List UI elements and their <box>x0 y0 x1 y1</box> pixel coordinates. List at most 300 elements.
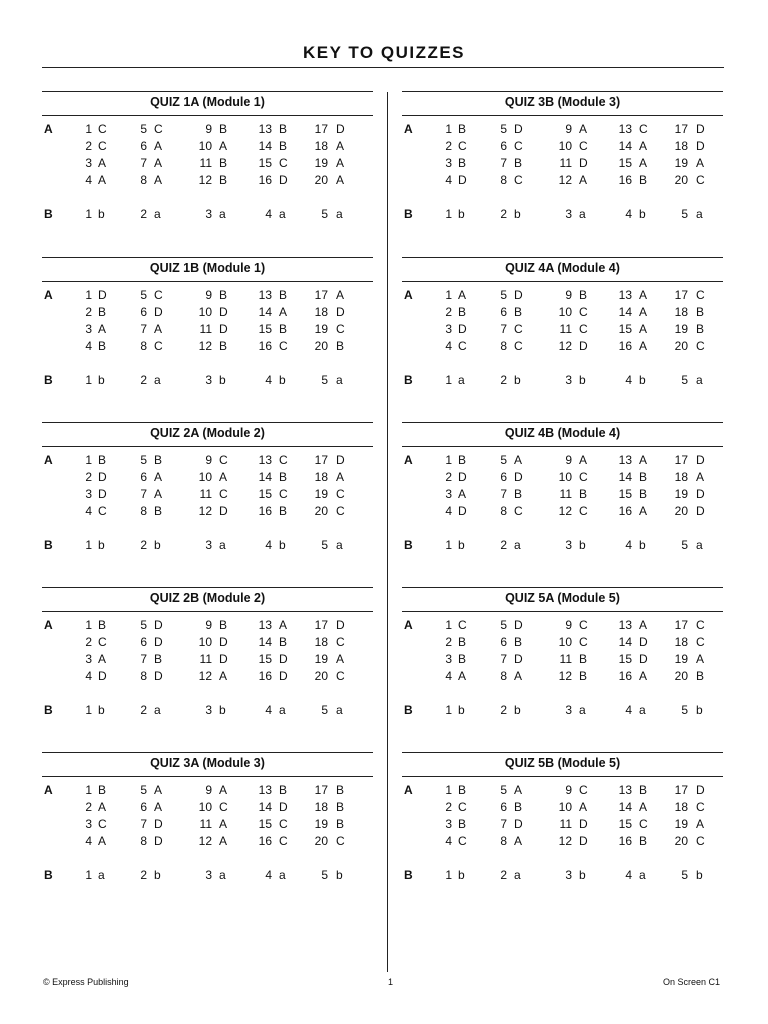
question-number: 5 <box>321 703 328 717</box>
question-number: 18 <box>674 470 688 484</box>
answer-letter: D <box>154 669 163 683</box>
question-number: 2 <box>140 538 147 552</box>
question-number: 3 <box>85 487 92 501</box>
answer-letter: D <box>696 504 705 518</box>
question-number: 4 <box>85 504 92 518</box>
question-number: 9 <box>205 122 212 136</box>
question-number: 9 <box>205 288 212 302</box>
title-rule <box>42 67 724 68</box>
question-number: 14 <box>258 635 272 649</box>
answer-letter: A <box>458 487 467 501</box>
answer-letter: B <box>279 470 288 484</box>
question-number: 14 <box>618 800 632 814</box>
answer-letter: A <box>639 305 648 319</box>
question-number: 12 <box>558 834 572 848</box>
answer-letter: A <box>458 288 467 302</box>
answer-letter: b <box>154 538 161 552</box>
answer-letter: B <box>336 783 345 797</box>
answer-letter: D <box>514 618 523 632</box>
question-number: 17 <box>314 783 328 797</box>
quiz-block <box>402 422 723 562</box>
question-number: 17 <box>674 288 688 302</box>
question-number: 19 <box>674 817 688 831</box>
question-number: 14 <box>618 139 632 153</box>
question-number: 4 <box>445 834 452 848</box>
question-number: 15 <box>258 322 272 336</box>
section-a-label: A <box>44 453 53 467</box>
answer-letter: B <box>458 122 467 136</box>
question-number: 1 <box>445 207 452 221</box>
answer-row <box>402 339 732 356</box>
question-number: 6 <box>500 305 507 319</box>
question-number: 20 <box>674 504 688 518</box>
answer-letter: B <box>579 652 588 666</box>
answer-letter: B <box>514 305 523 319</box>
answer-letter: b <box>696 868 703 882</box>
quiz-block <box>402 91 723 231</box>
answer-letter: D <box>219 504 228 518</box>
question-number: 1 <box>85 538 92 552</box>
answer-letter: D <box>98 487 107 501</box>
answer-row <box>42 800 372 817</box>
answer-letter: C <box>579 139 588 153</box>
question-number: 17 <box>314 288 328 302</box>
footer-book-title: On Screen C1 <box>662 977 720 987</box>
quiz-header <box>402 587 723 612</box>
question-number: 18 <box>674 139 688 153</box>
answer-letter: B <box>98 783 107 797</box>
answer-letter: b <box>458 207 465 221</box>
answer-row <box>402 453 732 470</box>
question-number: 19 <box>314 487 328 501</box>
section-b-label: B <box>44 538 53 552</box>
question-number: 4 <box>265 703 272 717</box>
answer-letter: B <box>579 487 588 501</box>
answer-letter: A <box>639 504 648 518</box>
question-number: 2 <box>140 207 147 221</box>
question-number: 12 <box>198 834 212 848</box>
section-a-label: A <box>44 122 53 136</box>
question-number: 19 <box>674 652 688 666</box>
question-number: 11 <box>199 487 212 501</box>
question-number: 19 <box>674 156 688 170</box>
section-b-label: B <box>404 538 413 552</box>
question-number: 2 <box>85 635 92 649</box>
answer-letter: C <box>279 487 288 501</box>
answer-letter: B <box>336 800 345 814</box>
question-number: 12 <box>198 339 212 353</box>
question-number: 11 <box>199 652 212 666</box>
answer-letter: A <box>98 834 107 848</box>
question-number: 1 <box>85 783 92 797</box>
question-number: 1 <box>85 618 92 632</box>
quiz-block <box>42 587 373 727</box>
answer-row <box>42 487 372 504</box>
answer-row <box>402 504 732 521</box>
answer-row-b <box>42 538 372 555</box>
answer-letter: A <box>219 139 228 153</box>
question-number: 1 <box>445 703 452 717</box>
answer-letter: B <box>696 305 705 319</box>
section-b-label: B <box>404 207 413 221</box>
answer-letter: B <box>336 817 345 831</box>
answer-letter: A <box>639 288 648 302</box>
answer-letter: b <box>219 703 226 717</box>
answer-letter: A <box>696 156 705 170</box>
answer-letter: B <box>279 288 288 302</box>
answer-row-b <box>42 703 372 720</box>
quiz-header <box>402 422 723 447</box>
answer-letter: C <box>579 618 588 632</box>
question-number: 7 <box>140 487 147 501</box>
answer-letter: B <box>219 156 228 170</box>
answer-letter: C <box>98 635 107 649</box>
question-number: 16 <box>618 669 632 683</box>
answer-letter: b <box>579 373 586 387</box>
section-b-label: B <box>404 868 413 882</box>
question-number: 9 <box>565 453 572 467</box>
answer-letter: C <box>458 139 467 153</box>
question-number: 12 <box>558 173 572 187</box>
question-number: 16 <box>618 834 632 848</box>
question-number: 10 <box>198 800 212 814</box>
answer-letter: b <box>154 868 161 882</box>
answer-letter: D <box>579 817 588 831</box>
answer-letter: A <box>154 783 163 797</box>
question-number: 8 <box>500 339 507 353</box>
answer-row <box>402 122 732 139</box>
answer-letter: D <box>336 453 345 467</box>
answer-row-b <box>402 703 732 720</box>
answer-letter: D <box>696 783 705 797</box>
answer-letter: B <box>336 339 345 353</box>
answer-letter: A <box>98 156 107 170</box>
answer-letter: A <box>219 783 228 797</box>
answer-row <box>42 817 372 834</box>
answer-letter: A <box>639 339 648 353</box>
answer-row <box>402 635 732 652</box>
answer-letter: b <box>639 538 646 552</box>
answer-letter: A <box>219 817 228 831</box>
quiz-module: (Module 1) <box>202 95 265 109</box>
answer-letter: C <box>336 504 345 518</box>
answer-letter: B <box>514 800 523 814</box>
answer-letter: B <box>579 288 588 302</box>
question-number: 3 <box>85 817 92 831</box>
answer-letter: C <box>514 322 523 336</box>
question-number: 1 <box>85 207 92 221</box>
question-number: 13 <box>258 453 272 467</box>
answer-letter: a <box>639 703 646 717</box>
question-number: 3 <box>205 373 212 387</box>
answer-letter: C <box>579 504 588 518</box>
question-number: 17 <box>314 618 328 632</box>
footer-page-number: 1 <box>388 977 394 987</box>
question-number: 13 <box>258 783 272 797</box>
quiz-title: QUIZ 3B <box>504 95 555 109</box>
answer-row-b <box>402 373 732 390</box>
question-number: 11 <box>559 487 572 501</box>
question-number: 2 <box>500 538 507 552</box>
answer-letter: A <box>98 322 107 336</box>
footer-publisher: © Express Publishing <box>43 977 129 987</box>
answer-letter: B <box>219 288 228 302</box>
question-number: 16 <box>258 669 272 683</box>
question-number: 8 <box>140 504 147 518</box>
question-number: 20 <box>314 834 328 848</box>
answer-letter: B <box>458 652 467 666</box>
question-number: 7 <box>500 322 507 336</box>
answer-letter: B <box>514 635 523 649</box>
question-number: 5 <box>681 703 688 717</box>
answer-letter: C <box>514 173 523 187</box>
answer-letter: A <box>98 800 107 814</box>
question-number: 11 <box>559 817 572 831</box>
answer-row-b <box>402 868 732 885</box>
quiz-block <box>42 91 373 231</box>
answer-letter: D <box>154 834 163 848</box>
answer-letter: D <box>279 800 288 814</box>
section-a-label: A <box>404 122 413 136</box>
answer-row <box>402 288 732 305</box>
answer-letter: B <box>154 652 163 666</box>
section-a-label: A <box>404 618 413 632</box>
question-number: 1 <box>85 453 92 467</box>
answer-letter: A <box>219 470 228 484</box>
answer-letter: A <box>579 453 588 467</box>
answer-letter: C <box>154 122 163 136</box>
question-number: 2 <box>85 470 92 484</box>
answer-letter: C <box>696 618 705 632</box>
section-b-label: B <box>44 207 53 221</box>
answer-row <box>42 635 372 652</box>
section-b-label: B <box>44 703 53 717</box>
answer-letter: C <box>154 339 163 353</box>
question-number: 4 <box>445 173 452 187</box>
quiz-module: (Module 2) <box>202 426 265 440</box>
answer-letter: B <box>514 487 523 501</box>
question-number: 15 <box>618 322 632 336</box>
answer-letter: D <box>639 652 648 666</box>
question-number: 2 <box>140 703 147 717</box>
question-number: 12 <box>198 504 212 518</box>
question-number: 10 <box>558 305 572 319</box>
answer-letter: D <box>154 305 163 319</box>
question-number: 4 <box>445 669 452 683</box>
answer-letter: a <box>219 207 226 221</box>
question-number: 5 <box>321 868 328 882</box>
question-number: 14 <box>618 635 632 649</box>
answer-row <box>402 139 732 156</box>
answer-letter: C <box>279 817 288 831</box>
answer-letter: a <box>279 703 286 717</box>
question-number: 1 <box>445 122 452 136</box>
answer-letter: C <box>219 453 228 467</box>
quiz-module: (Module 4) <box>557 426 621 440</box>
question-number: 3 <box>565 538 572 552</box>
question-number: 20 <box>314 504 328 518</box>
answer-letter: A <box>514 783 523 797</box>
question-number: 11 <box>559 322 572 336</box>
answer-letter: a <box>696 373 703 387</box>
quiz-header <box>42 257 373 282</box>
section-a-label: A <box>404 288 413 302</box>
question-number: 6 <box>500 635 507 649</box>
answer-letter: D <box>279 652 288 666</box>
answer-letter: B <box>279 139 288 153</box>
question-number: 20 <box>674 834 688 848</box>
answer-letter: C <box>98 504 107 518</box>
answer-letter: A <box>579 122 588 136</box>
question-number: 4 <box>445 504 452 518</box>
quiz-header <box>42 752 373 777</box>
question-number: 18 <box>674 305 688 319</box>
question-number: 13 <box>618 618 632 632</box>
question-number: 5 <box>140 618 147 632</box>
section-a-label: A <box>44 288 53 302</box>
question-number: 3 <box>205 538 212 552</box>
question-number: 20 <box>674 339 688 353</box>
answer-row <box>42 288 372 305</box>
question-number: 1 <box>445 868 452 882</box>
section-b-label: B <box>404 373 413 387</box>
question-number: 5 <box>140 122 147 136</box>
answer-letter: C <box>579 470 588 484</box>
answer-letter: C <box>696 834 705 848</box>
question-number: 19 <box>674 322 688 336</box>
answer-letter: C <box>696 635 705 649</box>
answer-letter: A <box>336 470 345 484</box>
question-number: 13 <box>258 288 272 302</box>
quiz-module: (Module 4) <box>557 261 620 275</box>
answer-letter: A <box>514 834 523 848</box>
question-number: 10 <box>198 305 212 319</box>
quiz-header <box>402 257 723 282</box>
question-number: 1 <box>85 288 92 302</box>
question-number: 15 <box>258 156 272 170</box>
answer-letter: B <box>279 322 288 336</box>
answer-row <box>402 173 732 190</box>
answer-row-b <box>42 868 372 885</box>
answer-letter: b <box>98 373 105 387</box>
quiz-module: (Module 1) <box>202 261 266 275</box>
answer-letter: D <box>458 470 467 484</box>
answer-letter: B <box>98 453 107 467</box>
quiz-module: (Module 3) <box>202 756 265 770</box>
quiz-block <box>402 587 723 727</box>
answer-letter: a <box>458 373 465 387</box>
question-number: 5 <box>681 373 688 387</box>
answer-letter: A <box>336 173 345 187</box>
answer-letter: B <box>458 305 467 319</box>
question-number: 6 <box>500 139 507 153</box>
answer-letter: B <box>458 453 467 467</box>
quiz-module: (Module 5) <box>557 756 621 770</box>
question-number: 7 <box>140 652 147 666</box>
answer-letter: b <box>458 703 465 717</box>
answer-letter: A <box>336 652 345 666</box>
question-number: 2 <box>85 800 92 814</box>
answer-letter: A <box>98 173 107 187</box>
answer-letter: a <box>219 538 226 552</box>
answer-letter: D <box>579 834 588 848</box>
answer-letter: C <box>219 487 228 501</box>
answer-letter: D <box>579 156 588 170</box>
quiz-title: QUIZ 2B <box>149 591 200 605</box>
answer-letter: a <box>696 207 703 221</box>
question-number: 2 <box>500 868 507 882</box>
section-b-label: B <box>44 373 53 387</box>
answer-letter: a <box>579 703 586 717</box>
question-number: 14 <box>258 305 272 319</box>
quiz-block <box>42 752 373 892</box>
answer-letter: a <box>696 538 703 552</box>
answer-letter: A <box>154 322 163 336</box>
question-number: 1 <box>85 122 92 136</box>
question-number: 13 <box>618 453 632 467</box>
quiz-block <box>42 257 373 397</box>
answer-letter: C <box>639 817 648 831</box>
answer-row <box>402 834 732 851</box>
answer-letter: D <box>154 817 163 831</box>
question-number: 6 <box>140 305 147 319</box>
question-number: 19 <box>674 487 688 501</box>
question-number: 5 <box>140 783 147 797</box>
question-number: 9 <box>205 618 212 632</box>
question-number: 11 <box>559 156 572 170</box>
answer-letter: A <box>696 817 705 831</box>
answer-letter: D <box>458 322 467 336</box>
question-number: 1 <box>445 288 452 302</box>
answer-letter: b <box>458 868 465 882</box>
question-number: 4 <box>445 339 452 353</box>
answer-letter: C <box>458 339 467 353</box>
question-number: 17 <box>674 453 688 467</box>
answer-letter: A <box>579 800 588 814</box>
answer-letter: D <box>279 173 288 187</box>
answer-letter: D <box>154 635 163 649</box>
question-number: 9 <box>205 453 212 467</box>
question-number: 4 <box>625 207 632 221</box>
answer-row <box>402 652 732 669</box>
question-number: 20 <box>674 669 688 683</box>
question-number: 8 <box>140 173 147 187</box>
question-number: 18 <box>314 470 328 484</box>
question-number: 10 <box>558 139 572 153</box>
answer-letter: D <box>696 453 705 467</box>
answer-letter: A <box>696 470 705 484</box>
answer-letter: a <box>279 868 286 882</box>
question-number: 5 <box>321 207 328 221</box>
question-number: 3 <box>445 817 452 831</box>
answer-letter: C <box>514 139 523 153</box>
answer-letter: b <box>98 207 105 221</box>
quiz-title: QUIZ 4A <box>505 261 554 275</box>
answer-letter: a <box>639 868 646 882</box>
question-number: 14 <box>258 800 272 814</box>
answer-letter: B <box>219 173 228 187</box>
answer-letter: a <box>336 703 343 717</box>
question-number: 5 <box>500 783 507 797</box>
answer-letter: C <box>696 800 705 814</box>
answer-letter: D <box>696 487 705 501</box>
question-number: 19 <box>314 156 328 170</box>
answer-letter: A <box>336 288 345 302</box>
answer-letter: B <box>279 783 288 797</box>
answer-letter: B <box>279 635 288 649</box>
question-number: 17 <box>674 618 688 632</box>
answer-letter: A <box>514 453 523 467</box>
